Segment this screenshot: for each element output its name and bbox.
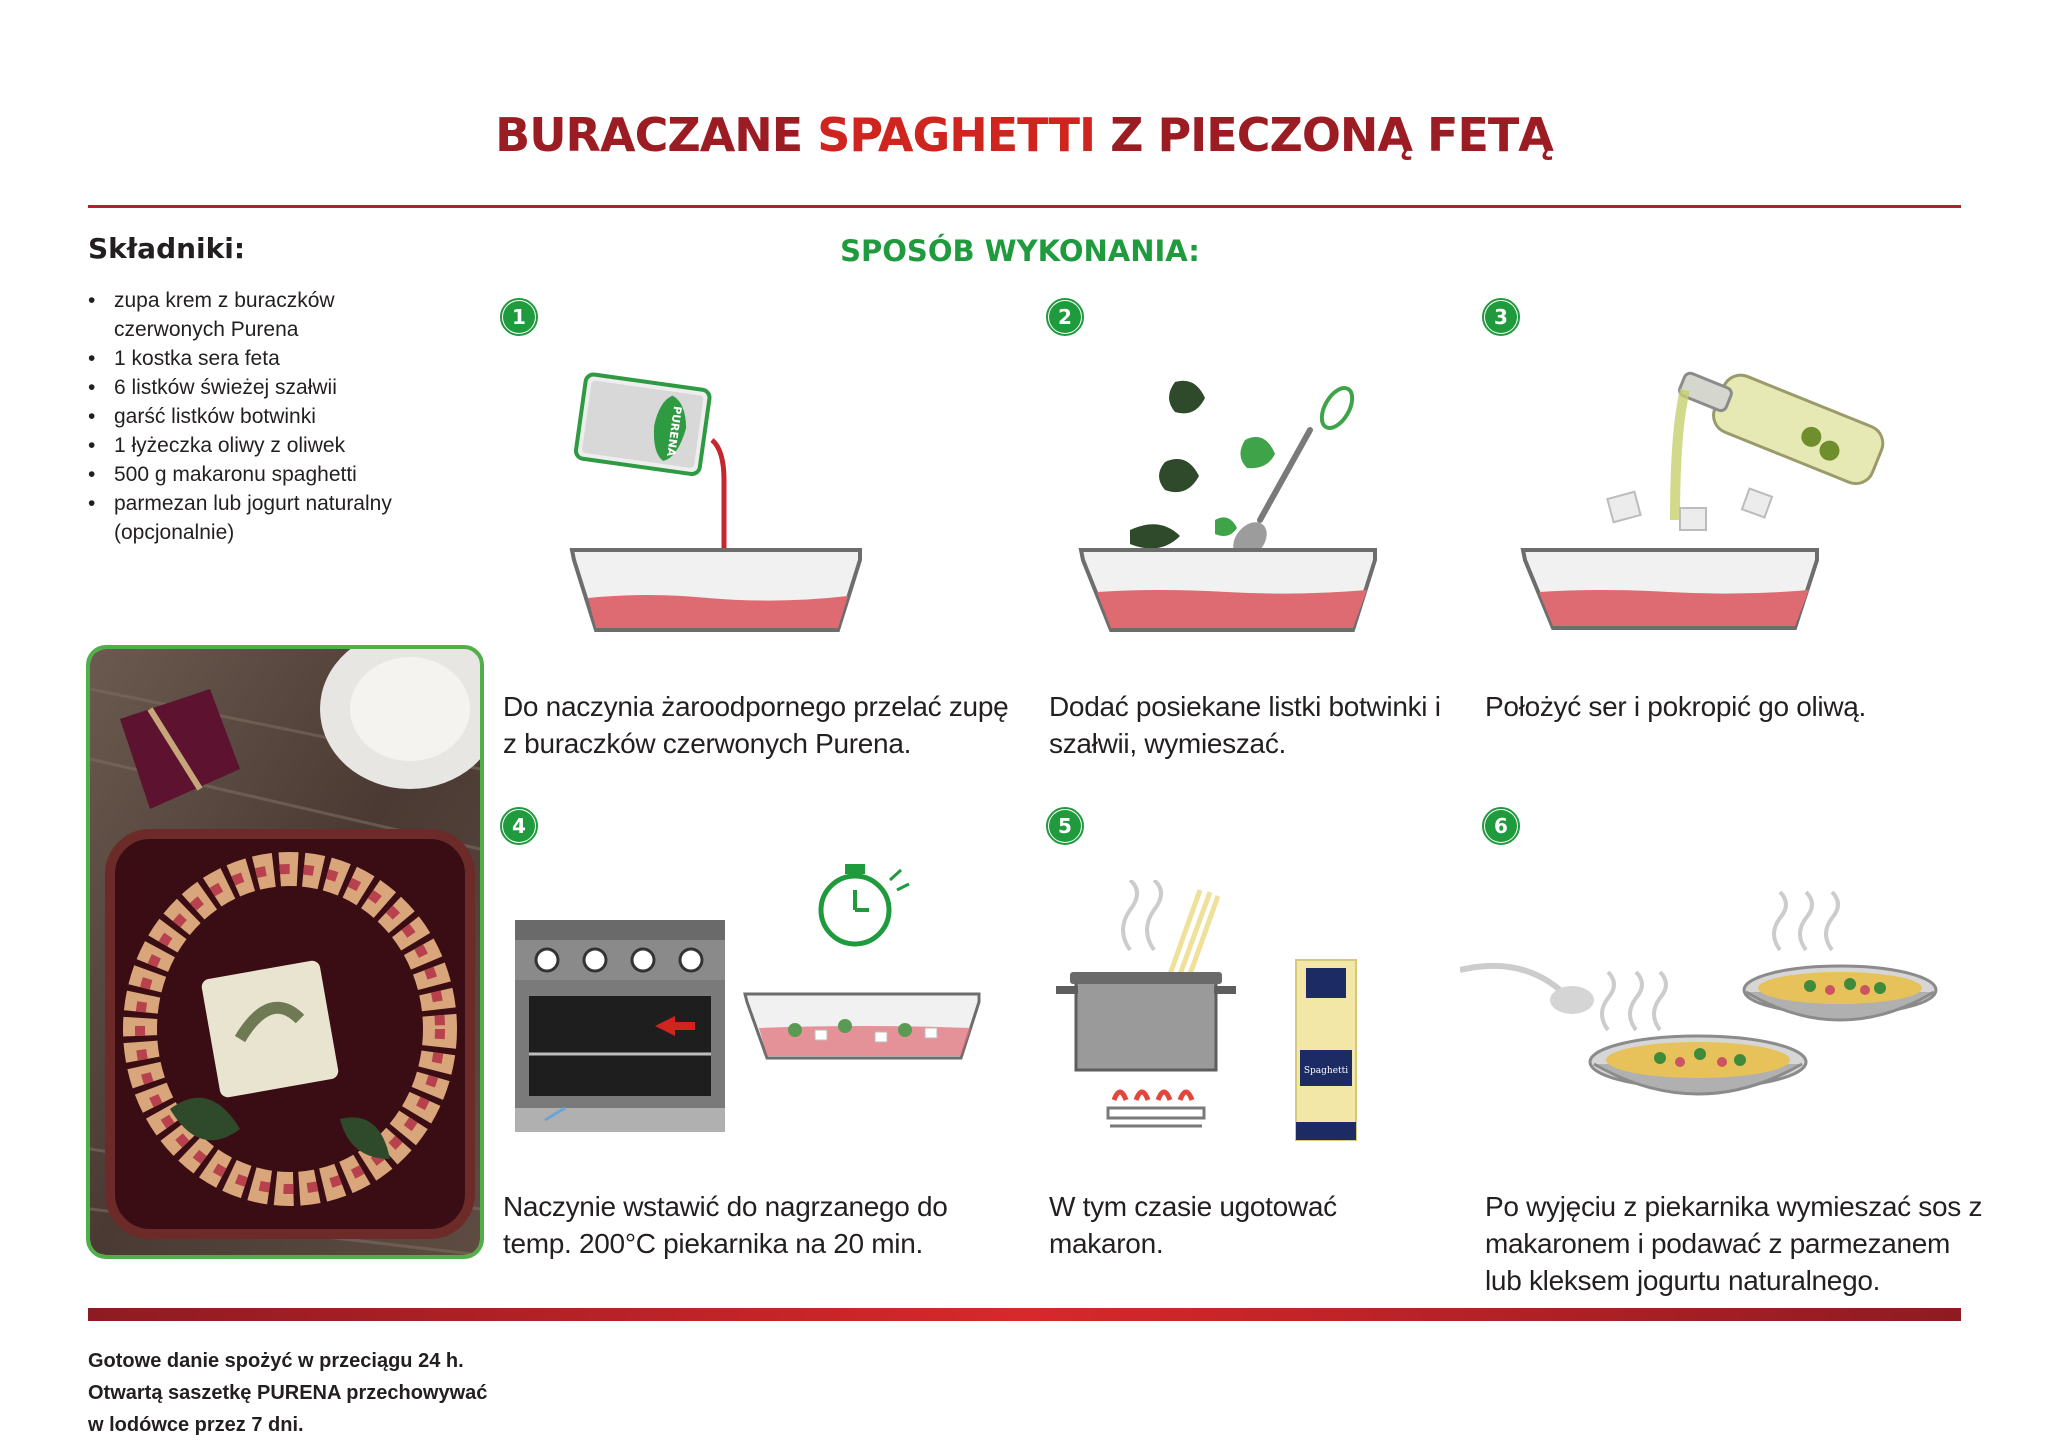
stopwatch-icon (821, 864, 909, 944)
ingredient-item: • zupa krem z buraczków czerwonych Purena (88, 286, 448, 344)
storage-note-line-1: Gotowe danie spożyć w przeciągu 24 h. (88, 1350, 464, 1372)
step-3-illustration (1515, 360, 1915, 640)
title-part-3: Z PIECZONĄ FETĄ (1110, 108, 1553, 162)
sachet-brand-label: PURENA (664, 405, 685, 458)
bowl-icon (745, 994, 979, 1058)
ingredient-item: • garść listków botwinki (88, 402, 448, 431)
step-6-text: Po wyjęciu z piekarnika wymieszać sos z makaronem i podawać z parmezanem lub kleksem jogurtu naturalnego. (1485, 1191, 1983, 1296)
title-part-1: BURACZANE (495, 108, 818, 162)
bowl-icon (572, 550, 860, 630)
spoon-icon (1460, 966, 1594, 1014)
gas-burner-icon (1108, 1092, 1204, 1126)
step-number-1: 1 (503, 301, 535, 333)
step-5-text: W tym czasie ugotować makaron. (1049, 1191, 1337, 1259)
plate-icon (1744, 966, 1936, 1020)
ingredient-item: • 1 kostka sera feta (88, 344, 448, 373)
title-part-2: SPAGHETTI (817, 108, 1111, 162)
plate-icon (1590, 1036, 1806, 1094)
oven-icon (515, 920, 725, 1132)
step-number-6: 6 (1485, 810, 1517, 842)
dish-photo (86, 645, 484, 1259)
top-divider (88, 205, 1961, 208)
step-3-text: Położyć ser i pokropić go oliwą. (1485, 691, 1867, 722)
step-number-5: 5 (1049, 810, 1081, 842)
storage-note-line-3: w lodówce przez 7 dni. (88, 1414, 304, 1436)
spaghetti-strands (1168, 890, 1218, 980)
pot-icon (1056, 972, 1236, 1070)
dish-photo-illustration (90, 649, 480, 1255)
sachet-icon (575, 373, 711, 475)
ingredients-heading: Składniki: (88, 232, 246, 265)
step-number-2: 2 (1049, 301, 1081, 333)
bowl-icon (1081, 550, 1375, 630)
step-number-3: 3 (1485, 301, 1517, 333)
step-5-illustration (1050, 880, 1360, 1150)
spoon-icon (1226, 383, 1358, 564)
step-4-text: Naczynie wstawić do nagrzanego do temp. 200°C piekarnika na 20 min. (503, 1191, 948, 1259)
step-6-illustration (1460, 890, 1940, 1140)
storage-note-line-2: Otwartą saszetkę PURENA przechowywać (88, 1382, 488, 1404)
recipe-title (0, 108, 2048, 162)
step-1-text: Do naczynia żaroodpornego przelać zupę z buraczków czerwonych Purena. (503, 691, 1009, 759)
ingredient-item: • 1 łyżeczka oliwy z oliwek (88, 431, 448, 460)
step-1-illustration (560, 370, 890, 640)
pasta-pack-label: Spaghetti (1303, 1066, 1349, 1076)
ingredient-item: • 500 g makaronu spaghetti (88, 460, 448, 489)
ingredients-list (88, 286, 448, 547)
ingredient-item: • parmezan lub jogurt naturalny (opcjonalnie) (88, 489, 448, 547)
bottom-divider (88, 1308, 1961, 1321)
step-number-4: 4 (503, 810, 535, 842)
step-4-illustration (505, 850, 985, 1140)
pasta-pack-icon (1296, 960, 1356, 1140)
beet-leaf-icon (1130, 381, 1205, 549)
method-heading: SPOSÓB WYKONANIA: (840, 234, 1200, 268)
step-2-illustration (1075, 370, 1405, 640)
oil-bottle-icon (1671, 360, 1888, 489)
ingredient-item: • 6 listków świeżej szałwii (88, 373, 448, 402)
storage-note (88, 1345, 538, 1441)
bowl-icon (1523, 550, 1817, 628)
step-2-text: Dodać posiekane listki botwinki i szałwii, wymieszać. (1049, 691, 1441, 759)
